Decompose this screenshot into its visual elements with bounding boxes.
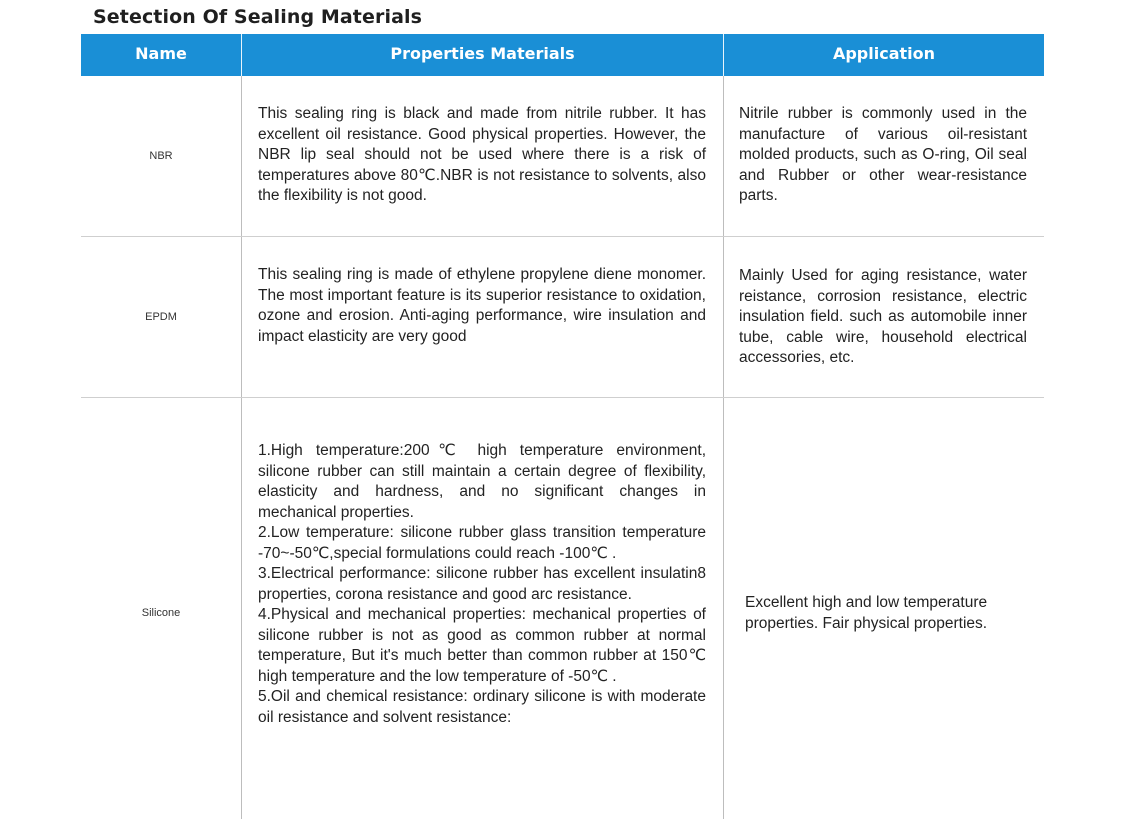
silicone-property-item: 5.Oil and chemical resistance: ordinary silicone is with moderate oil resistance and solvent resistance: [258, 688, 706, 726]
application-cell-epdm: Mainly Used for aging resistance, water reistance, corrosion resistance, electric insulation field. such as automobile inner tube, cable wire, household electrical accessories, etc. [739, 267, 1027, 366]
row-name-nbr: NBR [149, 150, 173, 162]
silicone-property-item: 1.High temperature:200℃ high temperature environment, silicone rubber can still maintain a certain degree of flexibility, elasticity and hardness, and no significant changes in mechanical properties. [258, 442, 706, 521]
column-divider [241, 76, 242, 819]
row-name-epdm: EPDM [145, 311, 177, 323]
application-cell-nbr: Nitrile rubber is commonly used in the manufacture of various oil-resistant molded products, such as O-ring, Oil seal and Rubber or other wear-resistance parts. [739, 105, 1027, 204]
row-divider [81, 397, 1044, 398]
application-cell-silicone: Excellent high and low temperature properties. Fair physical properties. [745, 594, 988, 632]
document-title: Setection Of Sealing Materials [93, 6, 423, 28]
row-divider [81, 236, 1044, 237]
properties-cell-epdm: This sealing ring is made of ethylene propylene diene monomer. The most important feature is its superior resistance to oxidation, ozone and erosion. Anti-aging performance, wire insulation and impact elasticity are very good [258, 266, 706, 345]
column-header-properties: Properties Materials [390, 44, 575, 63]
silicone-property-item: 2.Low temperature: silicone rubber glass transition temperature -70~-50℃,special formulations could reach -100℃ . [258, 524, 706, 562]
column-header-name: Name [135, 44, 187, 63]
silicone-property-item: 3.Electrical performance: silicone rubber has excellent insulatin8 properties, corona resistance and good arc resistance. [258, 565, 706, 603]
table-header [81, 34, 1044, 76]
row-name-silicone: Silicone [141, 607, 181, 619]
properties-cell-nbr: This sealing ring is black and made from nitrile rubber. It has excellent oil resistance. Good physical properties. However, the NBR lip seal should not be used where there is a risk of temperatures above 80℃.NBR is not resistance to solvents, also the flexibility is not good. [258, 105, 706, 204]
column-header-application: Application [832, 44, 936, 63]
silicone-property-item: 4.Physical and mechanical properties: mechanical properties of silicone rubber is not as good as common rubber at normal temperature, But it's much better than common rubber at 150℃ high temperature and the low temperature of -50℃ . [258, 606, 706, 685]
properties-cell-silicone [258, 441, 706, 728]
column-divider [723, 76, 724, 819]
